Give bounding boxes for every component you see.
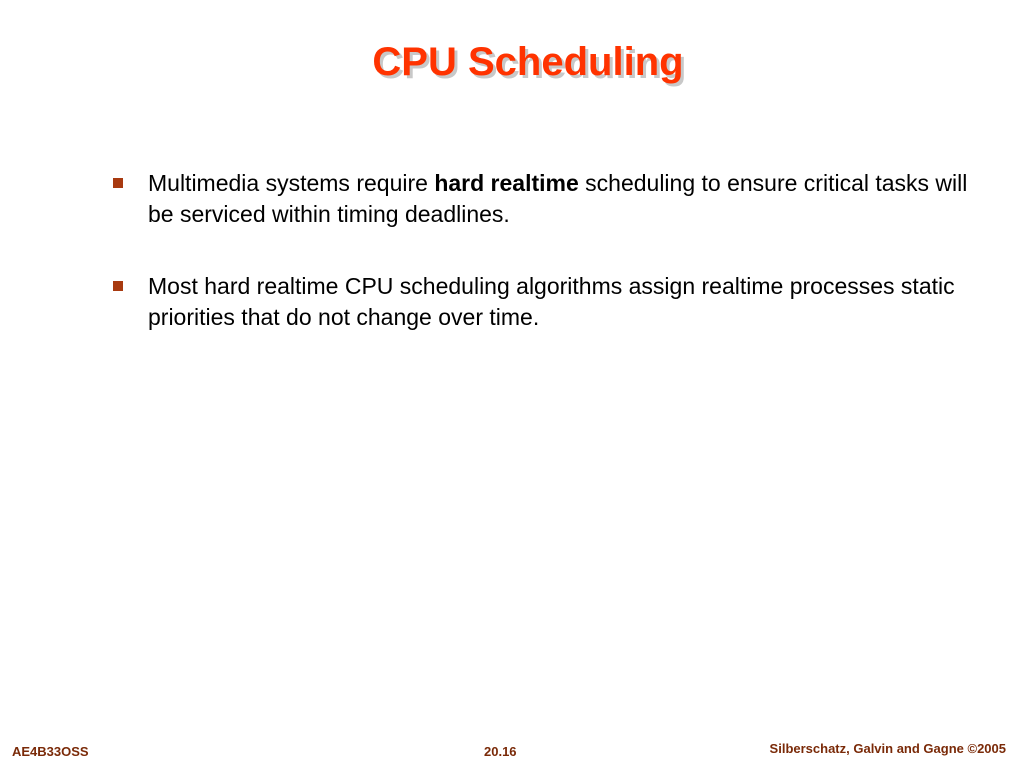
footer-page-number: 20.16 — [484, 744, 517, 759]
bullet-text-suffix: scheduling to ensure critical tasks will be serviced within timing deadlines. — [148, 170, 968, 227]
bullet-item — [112, 271, 972, 333]
bullet-text-emphasis: hard realtime — [434, 170, 579, 196]
footer-copyright: Silberschatz, Galvin and Gagne ©2005 — [769, 741, 1006, 756]
footer-course-code: AE4B33OSS — [12, 744, 89, 759]
bullet-text: Most hard realtime CPU scheduling algorithms assign realtime processes static priorities that do not change over time. — [148, 273, 955, 330]
bullet-item — [112, 168, 972, 230]
bullet-text-prefix: Multimedia systems require — [148, 170, 435, 196]
square-bullet-icon — [113, 178, 123, 188]
bullet-list — [112, 168, 972, 374]
square-bullet-icon — [113, 281, 123, 291]
slide-title: CPU Scheduling — [372, 40, 684, 84]
